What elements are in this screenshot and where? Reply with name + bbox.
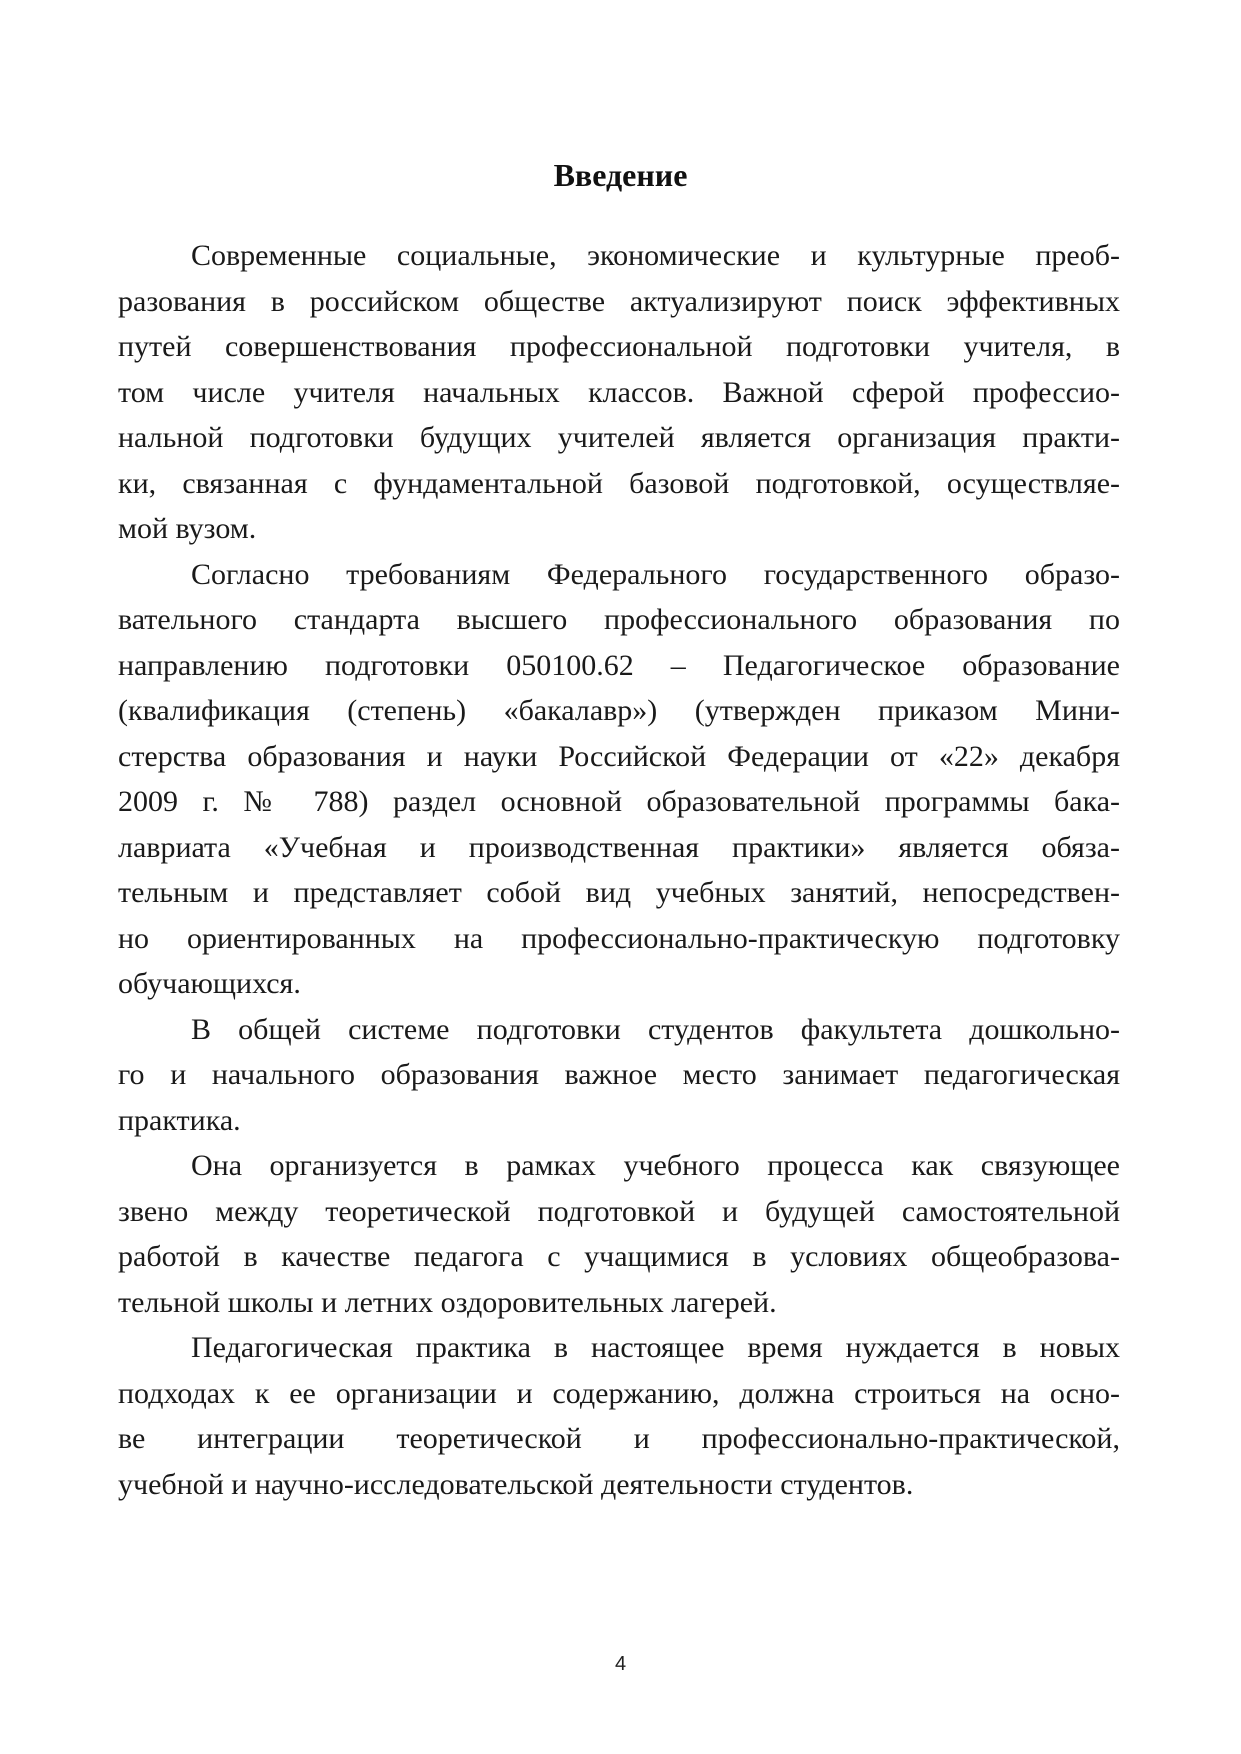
text-line: путей совершенствования профессиональной подготовки учителя, в [118, 330, 1120, 363]
text-line: звено между теоретической подготовкой и будущей самостоятельной [118, 1194, 1120, 1228]
paragraph [118, 233, 1120, 552]
text-line: направлению подготовки 050100.62 – Педагогическое образование [118, 648, 1120, 682]
text-line: Согласно требованиям Федерального государственного образо- [191, 557, 1120, 591]
text-line: работой в качестве педагога с учащимися в условиях общеобразова- [118, 1240, 1120, 1273]
text-line: стерства образования и науки Российской Федерации от «22» декабря [118, 739, 1120, 773]
text-line: том числе учителя начальных классов. Важной сферой профессио- [118, 375, 1120, 409]
text-line: (квалификация (степень) «бакалавр») (утвержден приказом Мини- [118, 694, 1120, 727]
text-line: ки, связанная с фундаментальной базовой подготовкой, осуществляе- [118, 466, 1120, 500]
text-line: обучающихся. [118, 967, 301, 1000]
text-line: лавриата «Учебная и производственная практики» является обяза- [118, 830, 1120, 864]
text-line: ве интеграции теоретической и профессионально-практической, [118, 1422, 1120, 1455]
text-line: вательного стандарта высшего профессионального образования по [118, 603, 1120, 636]
text-line: го и начального образования важное место занимает педагогическая [118, 1058, 1120, 1091]
body-text [118, 233, 1120, 1507]
text-line: 2009 г. № 788) раздел основной образовательной программы бака- [118, 785, 1120, 818]
text-line: Современные социальные, экономические и культурные преоб- [191, 239, 1120, 272]
text-line: учебной и научно-исследовательской деятельности студентов. [118, 1467, 914, 1501]
paragraph [118, 1325, 1120, 1507]
text-line: но ориентированных на профессионально-практическую подготовку [118, 921, 1120, 955]
paragraph [118, 1007, 1120, 1144]
text-line: разования в российском обществе актуализируют поиск эффективных [118, 284, 1120, 318]
text-line: мой вузом. [118, 512, 257, 545]
paragraph [118, 1143, 1120, 1325]
text-line: Она организуется в рамках учебного процесса как связующее [191, 1149, 1120, 1182]
paragraph [118, 552, 1120, 1007]
page-title: Введение [553, 157, 688, 193]
page-number: 4 [614, 1653, 627, 1675]
text-line: тельной школы и летних оздоровительных лагерей. [118, 1285, 777, 1319]
text-line: Педагогическая практика в настоящее время нуждается в новых [191, 1331, 1120, 1364]
text-line: подходах к ее организации и содержанию, должна строиться на осно- [118, 1376, 1120, 1410]
text-line: нальной подготовки будущих учителей является организация практи- [118, 421, 1120, 454]
text-line: В общей системе подготовки студентов факультета дошкольно- [191, 1012, 1120, 1046]
text-line: практика. [118, 1103, 241, 1137]
text-line: тельным и представляет собой вид учебных занятий, непосредствен- [118, 876, 1120, 909]
